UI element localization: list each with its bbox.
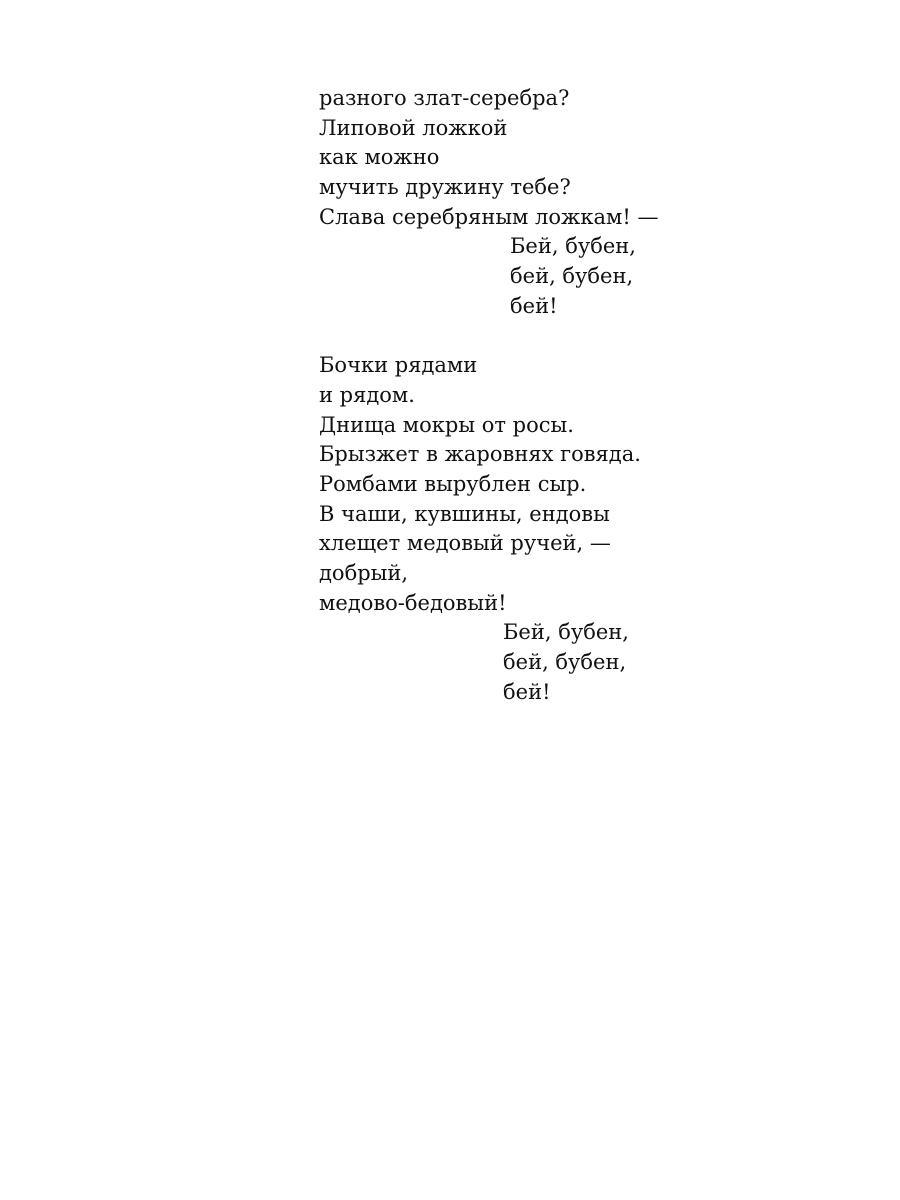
poem-line: Ромбами вырублен сыр. — [319, 471, 587, 496]
poem-line: добрый, — [319, 561, 409, 585]
poem-line: хлещет медовый ручей, — — [319, 531, 611, 556]
refrain-line: Бей, бубен, — [510, 234, 636, 259]
poem-line: Слава серебряным ложкам! — — [319, 204, 659, 229]
stanza-gap — [319, 322, 839, 352]
refrain-line: бей, бубен, — [503, 650, 627, 675]
poem-line: медово-бедовый! — [319, 590, 507, 615]
poem-line: мучить дружину тебе? — [319, 175, 571, 200]
poem-line: как можно — [319, 145, 440, 170]
stanza-1 — [319, 84, 839, 322]
stanza-2 — [319, 351, 839, 707]
refrain-line: Бей, бубен, — [503, 620, 629, 645]
refrain-line: бей! — [503, 679, 551, 704]
poem-line: и рядом. — [319, 382, 415, 407]
refrain-line: бей! — [510, 293, 558, 318]
poem-text — [319, 84, 839, 707]
poem-line: Брызжет в жаровнях говяда. — [319, 442, 641, 467]
poem-line: Липовой ложкой — [319, 115, 508, 140]
poem-line: разного злат-серебра? — [319, 86, 570, 110]
poem-line: В чаши, кувшины, ендовы — [319, 501, 610, 526]
refrain-line: бей, бубен, — [510, 264, 634, 289]
poem-line: Бочки рядами — [319, 353, 478, 378]
poem-line: Днища мокры от росы. — [319, 412, 574, 437]
